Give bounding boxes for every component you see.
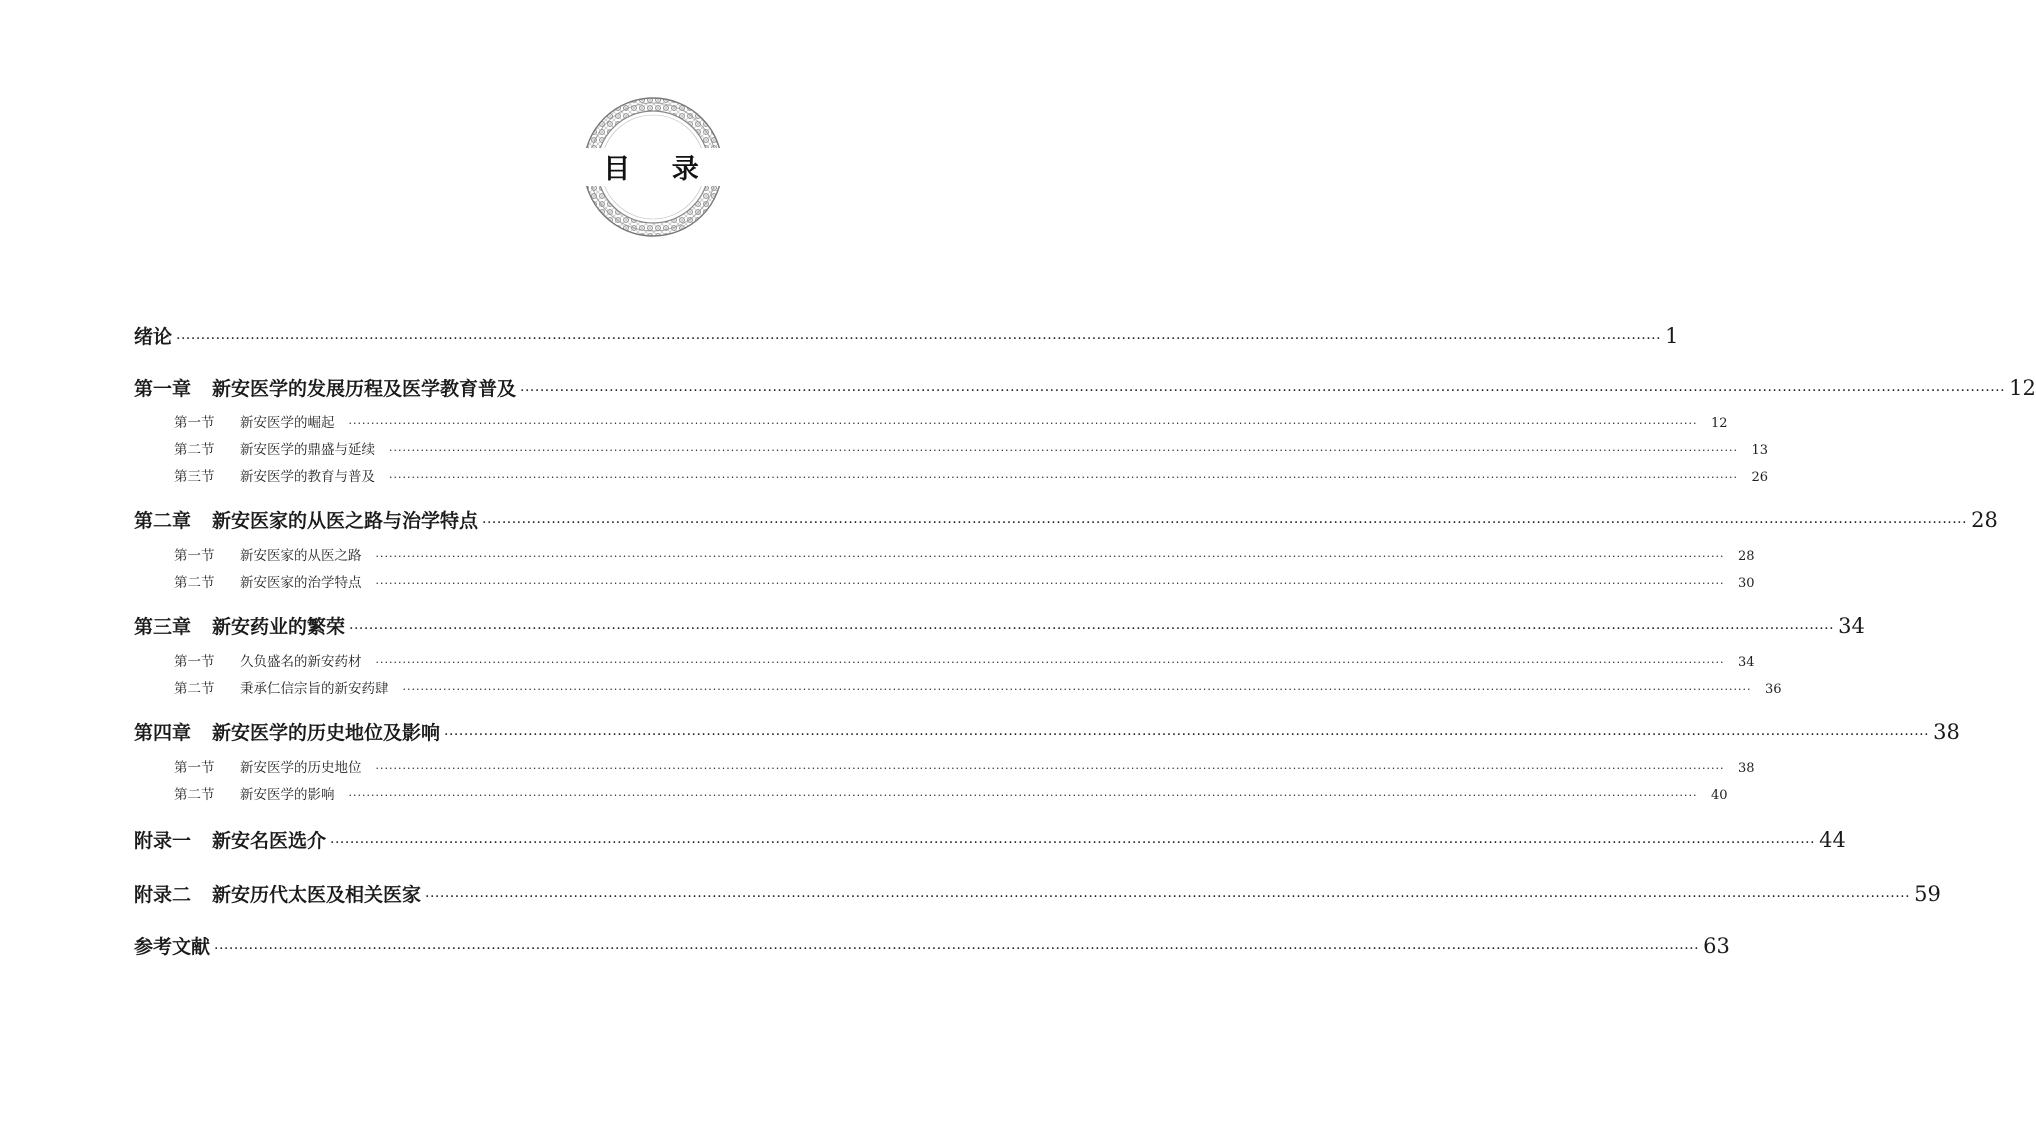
toc-entry-title: 新安医学的影响 (240, 787, 335, 803)
toc-entry-label (134, 322, 172, 349)
toc-entry-label (134, 880, 421, 907)
dot-leader: ············································································································································································································································································································ (444, 727, 1930, 743)
toc-chapter-entry[interactable] (134, 322, 1679, 349)
toc-entry-label (134, 506, 478, 533)
toc-page-number: 13 (1751, 443, 1768, 458)
toc-entry-title: 新安医学的历史地位及影响 (212, 722, 441, 744)
toc-entry-title: 新安医家的治学特点 (240, 575, 362, 591)
toc-entry-number: 第一节 (174, 548, 215, 564)
toc-section-entry[interactable] (174, 438, 1768, 458)
toc-entry-label (174, 677, 389, 697)
toc-section-entry[interactable] (174, 677, 1782, 697)
toc-entry-label (174, 544, 362, 564)
toc-page-number: 1 (1665, 324, 1679, 348)
toc-chapter-entry[interactable] (134, 374, 2036, 401)
toc-entry-label (134, 826, 326, 853)
dot-leader: ············································································································································································································································································································ (520, 383, 2006, 399)
toc-page-number: 36 (1764, 682, 1782, 697)
toc-entry-title: 新安药业的繁荣 (212, 616, 346, 638)
toc-entry-title: 新安历代太医及相关医家 (212, 884, 422, 906)
title-emblem (582, 96, 724, 238)
toc-entry-number: 第一节 (174, 415, 215, 431)
toc-page-number: 63 (1703, 934, 1730, 958)
toc-entry-number: 第二节 (174, 681, 215, 697)
toc-entry-title: 新安医家的从医之路与治学特点 (212, 510, 479, 532)
toc-entry-title: 新安名医选介 (212, 830, 327, 852)
toc-entry-number: 第三章 (134, 616, 192, 638)
toc-page-number: 40 (1710, 788, 1728, 803)
toc-entry-label (174, 411, 335, 431)
dot-leader: ············································································································································································································································································································ (349, 621, 1835, 637)
toc-entry-title: 久负盛名的新安药材 (240, 654, 362, 670)
toc-entry-title: 秉承仁信宗旨的新安药肆 (240, 681, 389, 697)
dot-leader: ············································································································································································································································································································ (482, 515, 1968, 531)
toc-page-number: 12 (2009, 376, 2036, 400)
toc-entry-label (174, 438, 375, 458)
toc-entry-label (174, 465, 375, 485)
toc-entry-label (134, 612, 345, 639)
dot-leader: ············································································································································································································································································································ (375, 577, 1725, 590)
toc-section-entry[interactable] (174, 544, 1755, 564)
toc-chapter-entry[interactable] (134, 826, 1846, 853)
toc-page-number: 28 (1737, 549, 1755, 564)
toc-entry-label (134, 374, 516, 401)
toc-entry-label (174, 571, 362, 591)
toc-entry-number: 附录一 (134, 830, 192, 852)
toc-entry-number: 第三节 (174, 469, 215, 485)
toc-page-number: 30 (1737, 576, 1755, 591)
dot-leader: ············································································································································································································································································································ (214, 941, 1700, 957)
toc-page-number: 12 (1710, 416, 1728, 431)
toc-entry-title: 新安医家的从医之路 (240, 548, 362, 564)
toc-entry-label (174, 650, 362, 670)
toc-entry-number: 第二章 (134, 510, 192, 532)
toc-entry-title: 新安医学的历史地位 (240, 760, 362, 776)
dot-leader: ············································································································································································································································································································ (425, 889, 1911, 905)
toc-entry-number: 第一节 (174, 654, 215, 670)
toc-page-number: 28 (1971, 508, 1998, 532)
dot-leader: ············································································································································································································································································································ (375, 656, 1725, 669)
dot-leader: ············································································································································································································································································································ (176, 331, 1662, 347)
toc-section-entry[interactable] (174, 756, 1755, 776)
page-title: 目 录 (603, 154, 715, 185)
toc-chapter-entry[interactable] (134, 932, 1730, 959)
toc-entry-number: 第二节 (174, 575, 215, 591)
dot-leader: ············································································································································································································································································································ (375, 550, 1725, 563)
toc-entry-label (174, 783, 335, 803)
dot-leader: ············································································································································································································································································································ (375, 762, 1725, 775)
toc-page-number: 26 (1751, 470, 1768, 485)
toc-entry-number: 第一节 (174, 760, 215, 776)
toc-entry-number: 附录二 (134, 884, 192, 906)
dot-leader: ············································································································································································································································································································ (348, 417, 1698, 430)
toc-page-number: 38 (1933, 720, 1960, 744)
toc-entry-title: 参考文献 (134, 936, 211, 958)
dot-leader: ············································································································································································································································································································ (389, 444, 1738, 457)
toc-entry-title: 新安医学的发展历程及医学教育普及 (212, 378, 517, 400)
dot-leader: ············································································································································································································································································································ (348, 789, 1698, 802)
toc-entry-title: 新安医学的鼎盛与延续 (240, 442, 375, 458)
toc-entry-label (134, 718, 440, 745)
toc-entry-number: 第一章 (134, 378, 192, 400)
toc-entry-number: 第二节 (174, 787, 215, 803)
toc-entry-number: 第二节 (174, 442, 215, 458)
toc-section-entry[interactable] (174, 571, 1755, 591)
toc-chapter-entry[interactable] (134, 612, 1865, 639)
toc-entry-title: 新安医学的教育与普及 (240, 469, 375, 485)
toc-entry-title: 绪论 (134, 326, 173, 348)
toc-chapter-entry[interactable] (134, 506, 1998, 533)
toc-section-entry[interactable] (174, 465, 1768, 485)
toc-entry-number: 第四章 (134, 722, 192, 744)
toc-section-entry[interactable] (174, 411, 1728, 431)
toc-entry-title: 新安医学的崛起 (240, 415, 335, 431)
toc-page-number: 34 (1838, 614, 1865, 638)
dot-leader: ············································································································································································································································································································ (330, 835, 1816, 851)
toc-page-number: 34 (1737, 655, 1755, 670)
toc-page-number: 44 (1819, 828, 1846, 852)
toc-entry-label (134, 932, 210, 959)
dot-leader: ············································································································································································································································································································ (389, 471, 1738, 484)
toc-entry-label (174, 756, 362, 776)
toc-page-number: 38 (1737, 761, 1755, 776)
toc-section-entry[interactable] (174, 650, 1755, 670)
toc-page-number: 59 (1914, 882, 1941, 906)
toc-section-entry[interactable] (174, 783, 1728, 803)
dot-leader: ············································································································································································································································································································ (402, 683, 1752, 696)
toc-chapter-entry[interactable] (134, 880, 1941, 907)
toc-chapter-entry[interactable] (134, 718, 1960, 745)
